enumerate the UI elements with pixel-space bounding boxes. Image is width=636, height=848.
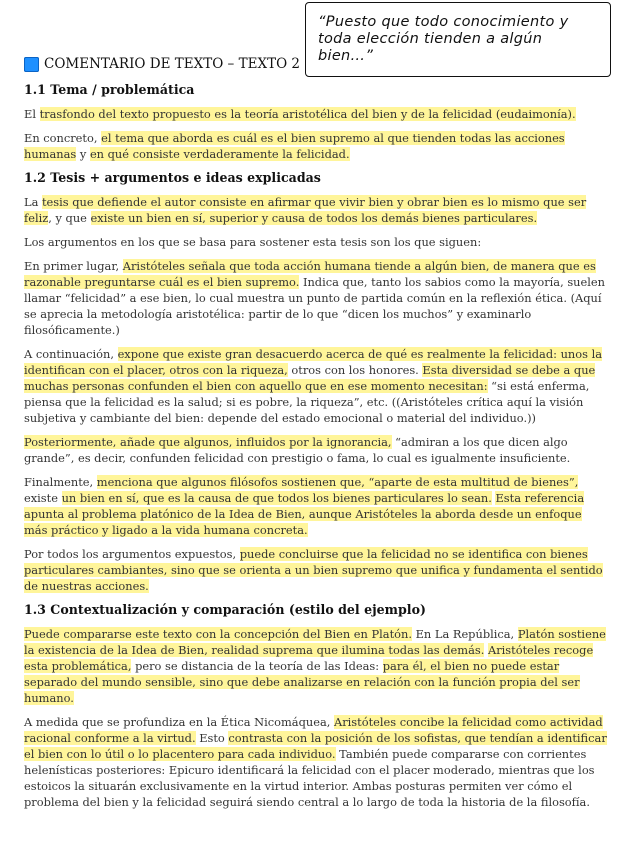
paragraph: Posteriormente, añade que algunos, influidos por la ignorancia, “admiran a los que dicen algo grande”, es decir, confunden felicidad con prestigio o fama, lo cual es igualmente insuficiente. xyxy=(24,435,571,465)
paragraph: A continuación, expone que existe gran desacuerdo acerca de qué es realmente la felicidad: unos la identifican con el placer, otros con la riqueza, otros con los honores. Esta diversidad se debe a que muchas personas confunden el bien con aquello que en ese momento necesitan: “si está enferma, piensa que la felicidad es la salud; si es pobre, la riqueza”, etc. ((Aristóteles crítica aquí la visión subjetiva y cambiante del bien: depende del estado emocional o material del individuo.)) xyxy=(24,347,602,425)
highlight: puede concluirse que la felicidad no se identifica con bienes particulares cambiantes, sino que se orienta a un bien supremo que unifica y fundamenta el sentido de nuestras acciones. xyxy=(24,547,603,593)
highlight: Esta diversidad se debe a que muchas personas confunden el bien con aquello que en ese momento necesitan: xyxy=(24,363,596,393)
highlight: para él, el bien no puede estar separado del mundo sensible, sino que debe analizarse en relación con la función propia del ser humano. xyxy=(24,659,580,705)
section-heading-tema: 1.1 Tema / problemática xyxy=(24,82,195,97)
section-heading-tesis: 1.2 Tesis + argumentos e ideas explicadas xyxy=(24,170,321,185)
handwritten-quote-note xyxy=(305,2,611,77)
document-body xyxy=(24,82,608,818)
highlight: Posteriormente, añade que algunos, influidos por la ignorancia, xyxy=(24,435,392,449)
paragraph: El trasfondo del texto propuesto es la teoría aristotélica del bien y de la felicidad (eudaimonía). xyxy=(24,107,576,121)
paragraph: Puede compararse este texto con la concepción del Bien en Platón. En La República, Platón sostiene la existencia de la Idea de Bien, realidad suprema que ilumina todas las demás. Aristóteles recoge esta problemática, pero se distancia de la teoría de las Ideas: para él, el bien no puede estar separado del mundo sensible, sino que debe analizarse en relación con la función propia del ser humano. xyxy=(24,627,606,705)
paragraph: En primer lugar, Aristóteles señala que toda acción humana tiende a algún bien, de manera que es razonable preguntarse cuál es el bien supremo. Indica que, tanto los sabios como la mayoría, suelen llamar “felicidad” a ese bien, lo cual muestra un punto de partida común en la reflexión ética. (Aquí se aprecia la metodología aristotélica: partir de lo que “dicen los muchos” y examinarlo filosóficamente.) xyxy=(24,259,605,337)
highlight: contrasta con la posición de los sofistas, que tendían a identificar el bien con lo útil o lo placentero para cada individuo. xyxy=(24,731,607,761)
highlight: el tema que aborda es cuál es el bien supremo al que tienden todas las acciones humanas xyxy=(24,131,565,161)
highlight: Aristóteles recoge esta problemática, xyxy=(24,643,594,673)
highlight: existe un bien en sí, superior y causa de todos los demás bienes particulares. xyxy=(90,211,538,225)
highlight: trasfondo del texto propuesto es la teoría aristotélica del bien y de la felicidad (eudaimonía). xyxy=(39,107,576,121)
paragraph: Los argumentos en los que se basa para sostener esta tesis son los que siguen: xyxy=(24,235,482,249)
highlight: Esta referencia apunta al problema platónico de la Idea de Bien, aunque Aristóteles la aborda desde un enfoque más práctico y ligado a la vida humana concreta. xyxy=(24,491,585,537)
highlight: en qué consiste verdaderamente la felicidad. xyxy=(89,147,350,161)
paragraph: Finalmente, menciona que algunos filósofos sostienen que, “aparte de esta multitud de bienes”, existe un bien en sí, que es la causa de que todos los bienes particulares lo sean. Esta referencia apunta al problema platónico de la Idea de Bien, aunque Aristóteles la aborda desde un enfoque más práctico y ligado a la vida humana concreta. xyxy=(24,475,585,537)
paragraph: A medida que se profundiza en la Ética Nicomáquea, Aristóteles concibe la felicidad como actividad racional conforme a la virtud. Esto contrasta con la posición de los sofistas, que tendían a identificar el bien con lo útil o lo placentero para cada individuo. También puede compararse con corrientes helenísticas posteriores: Epicuro identificará la felicidad con el placer moderado, mientras que los estoicos la situarán exclusivamente en la virtud interior. Ambas posturas permiten ver cómo el problema del bien y la felicidad seguirá siendo central a lo largo de toda la historia de la filosofía. xyxy=(24,715,607,809)
section-heading-contexto: 1.3 Contextualización y comparación (estilo del ejemplo) xyxy=(24,602,426,617)
highlight: Aristóteles señala que toda acción humana tiende a algún bien, de manera que es razonable preguntarse cuál es el bien supremo. xyxy=(24,259,596,289)
document-title-text: COMENTARIO DE TEXTO – TEXTO 2 xyxy=(44,56,301,72)
highlight: Puede compararse este texto con la concepción del Bien en Platón. xyxy=(24,627,412,641)
highlight: Aristóteles concibe la felicidad como actividad racional conforme a la virtud. xyxy=(24,715,603,745)
highlight: tesis que defiende el autor consiste en afirmar que vivir bien y obrar bien es lo mismo que ser feliz xyxy=(24,195,587,225)
highlight: expone que existe gran desacuerdo acerca de qué es realmente la felicidad: unos la identifican con el placer, otros con la riqueza, xyxy=(24,347,602,377)
document-title xyxy=(24,56,300,72)
quote-text: “Puesto que todo conocimiento y toda elección tienden a algún bien…” xyxy=(318,14,569,64)
paragraph: La tesis que defiende el autor consiste en afirmar que vivir bien y obrar bien es lo mismo que ser feliz, y que existe un bien en sí, superior y causa de todos los demás bienes particulares. xyxy=(24,195,587,225)
highlight: un bien en sí, que es la causa de que todos los bienes particulares lo sean. xyxy=(61,491,492,505)
highlight: Platón sostiene la existencia de la Idea de Bien, realidad suprema que ilumina todas las demás. xyxy=(24,627,606,657)
highlight: menciona que algunos filósofos sostienen que, “aparte de esta multitud de bienes”, xyxy=(96,475,579,489)
paragraph: Por todos los argumentos expuestos, puede concluirse que la felicidad no se identifica con bienes particulares cambiantes, sino que se orienta a un bien supremo que unifica y fundamenta el sentido de nuestras acciones. xyxy=(24,547,603,593)
blue-square-icon xyxy=(24,57,39,72)
paragraph: En concreto, el tema que aborda es cuál es el bien supremo al que tienden todas las acciones humanas y en qué consiste verdaderamente la felicidad. xyxy=(24,131,565,161)
